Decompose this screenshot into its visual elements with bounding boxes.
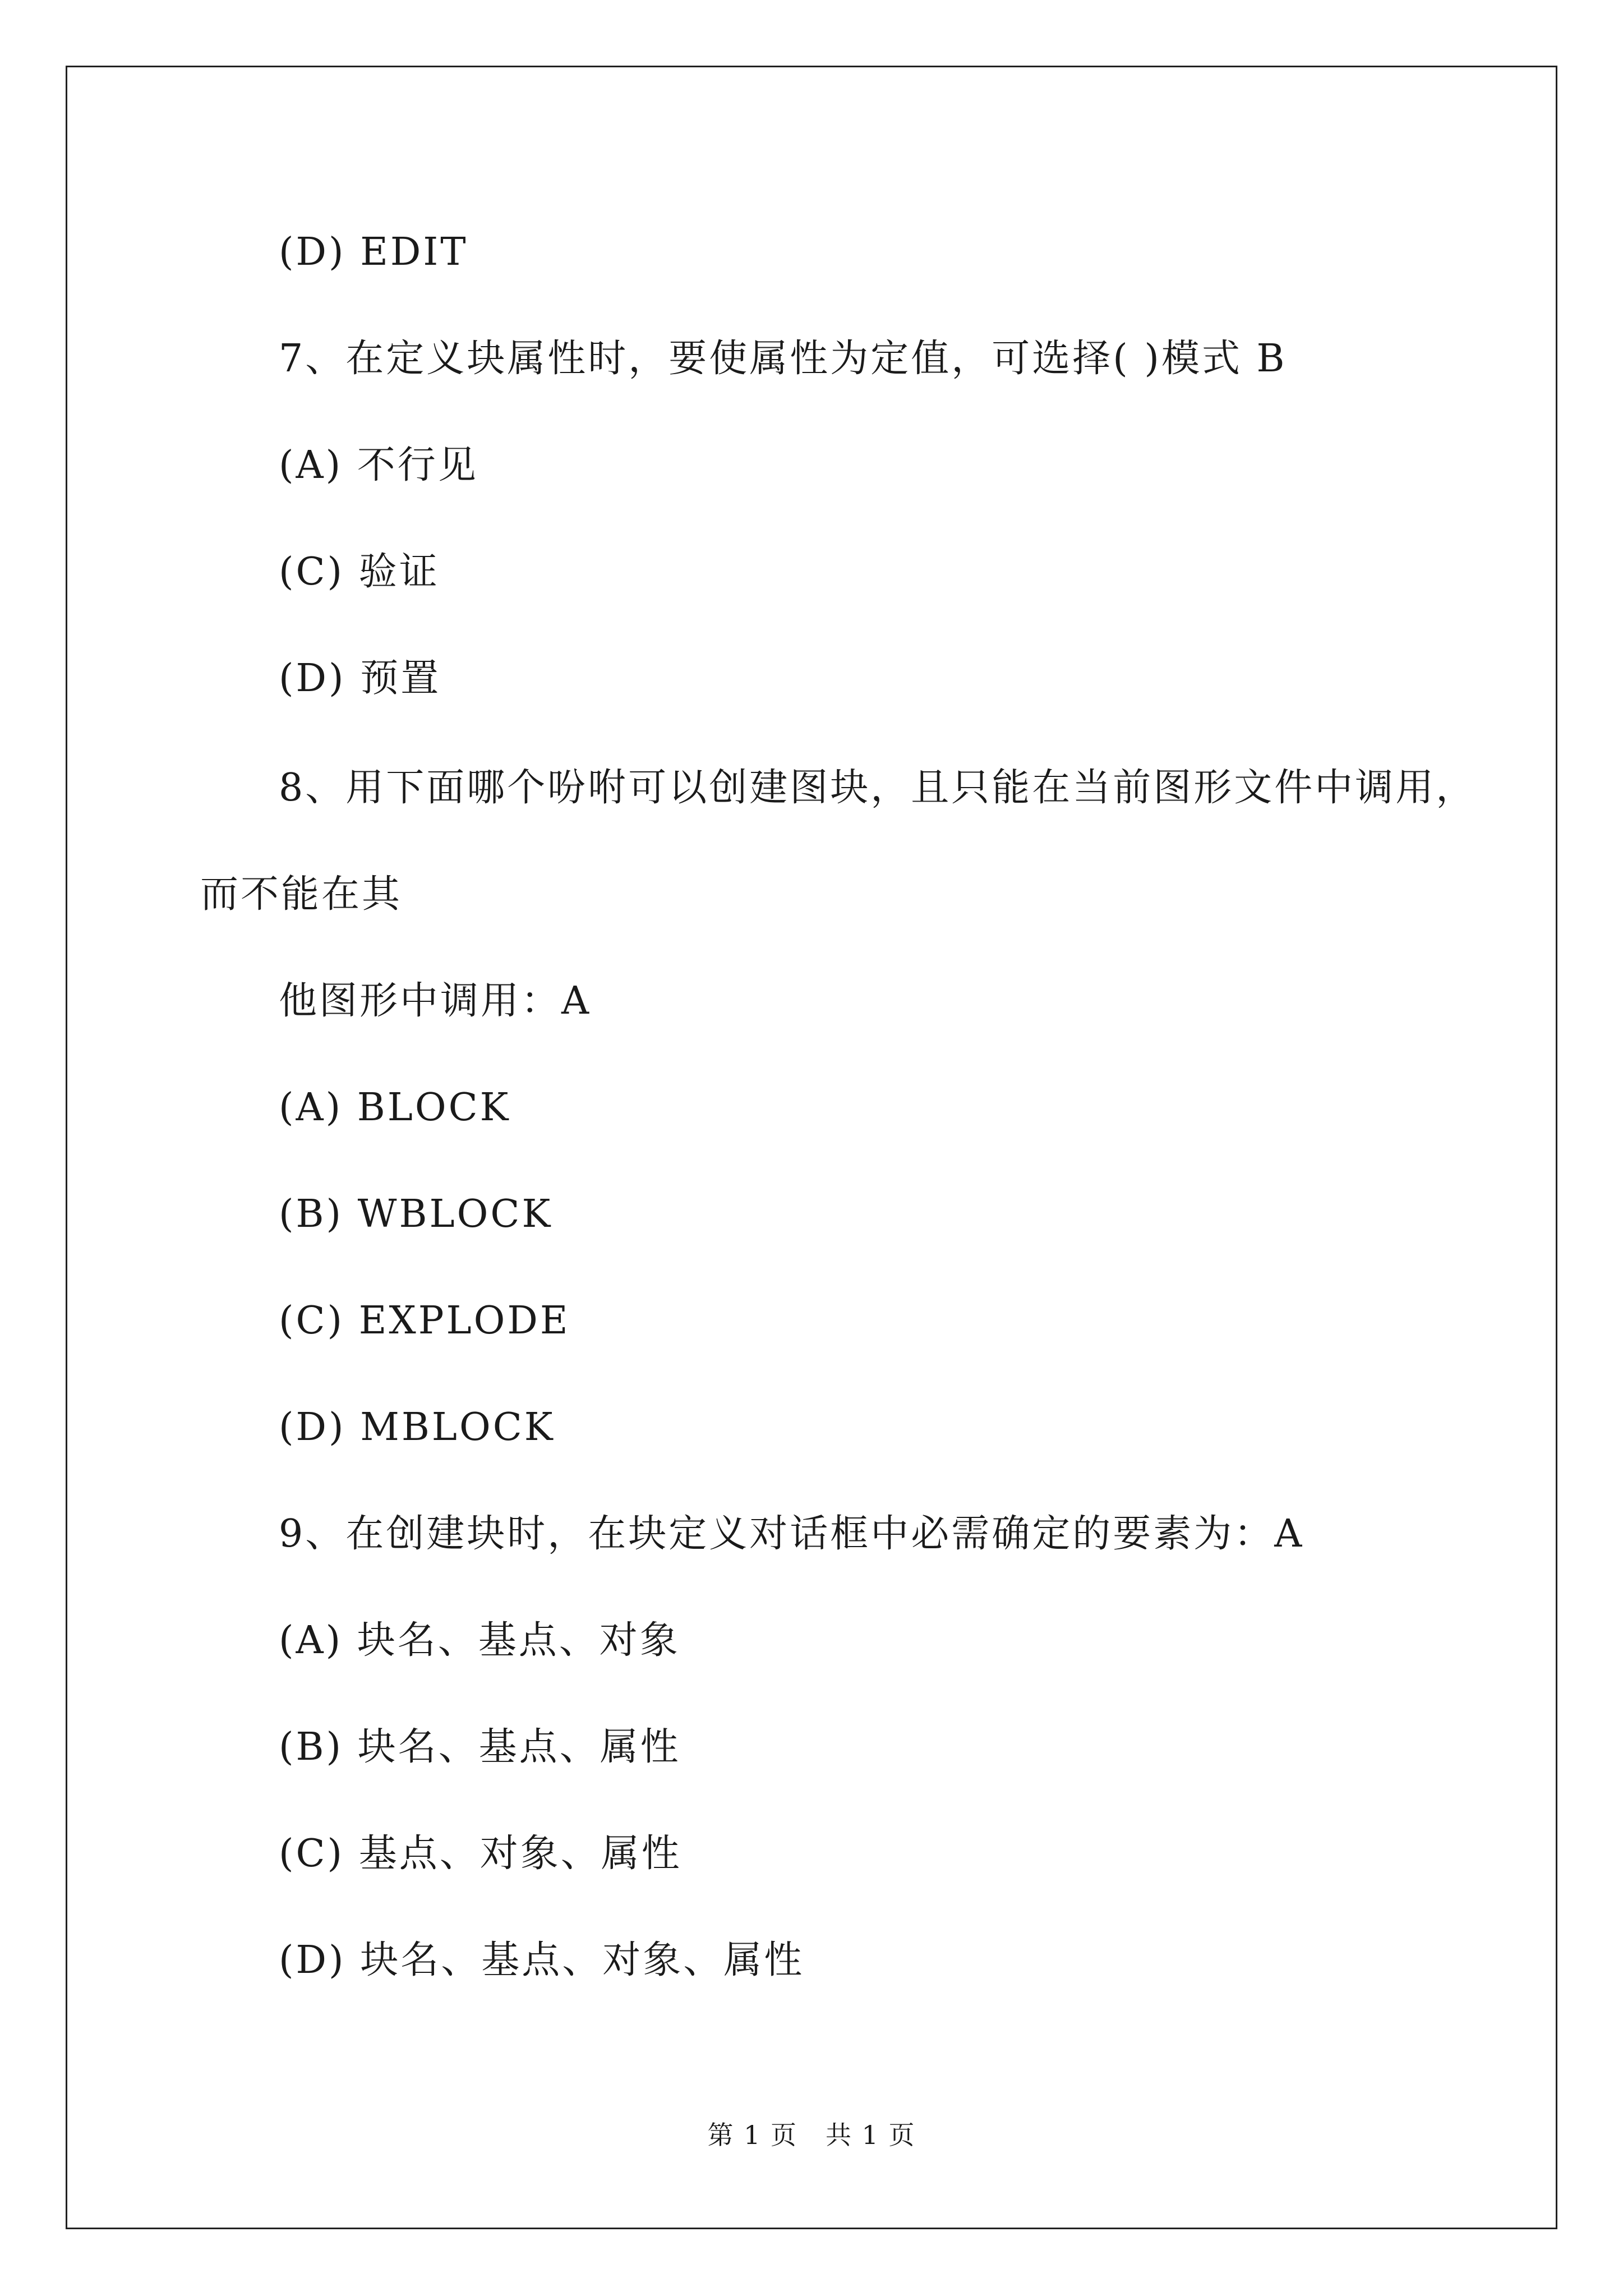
question-8-line-1: 8、用下面哪个吩咐可以创建图块，且只能在当前图形文件中调用， (279, 766, 1477, 810)
option-c-q9: (C) 基点、对象、属性 (279, 1832, 682, 1876)
page-number: 第 1 页 (707, 2120, 797, 2150)
option-d-q8: (D) MBLOCK (279, 1405, 555, 1450)
option-b-q9: (B) 块名、基点、属性 (279, 1725, 681, 1769)
option-d-q6: (D) EDIT (279, 230, 468, 274)
page-total: 共 1 页 (826, 2120, 916, 2150)
question-7: 7、在定义块属性时，要使属性为定值，可选择( )模式 B (279, 337, 1287, 381)
option-c-q8: (C) EXPLODE (279, 1299, 570, 1343)
option-a-q8: (A) BLOCK (279, 1085, 511, 1130)
option-d-q9: (D) 块名、基点、对象、属性 (279, 1938, 805, 1982)
option-b-q8: (B) WBLOCK (279, 1192, 553, 1236)
question-9: 9、在创建块时，在块定义对话框中必需确定的要素为：A (279, 1512, 1304, 1556)
option-a-q9: (A) 块名、基点、对象 (279, 1618, 680, 1663)
option-c-q7: (C) 验证 (279, 550, 440, 594)
page-border (66, 66, 1557, 2229)
question-8-line-2: 而不能在其 (200, 872, 403, 917)
question-8-line-3: 他图形中调用：A (279, 979, 592, 1023)
page-footer (0, 2118, 1623, 2152)
option-a-q7: (A) 不行见 (279, 443, 478, 487)
option-d-q7: (D) 预置 (279, 656, 441, 701)
